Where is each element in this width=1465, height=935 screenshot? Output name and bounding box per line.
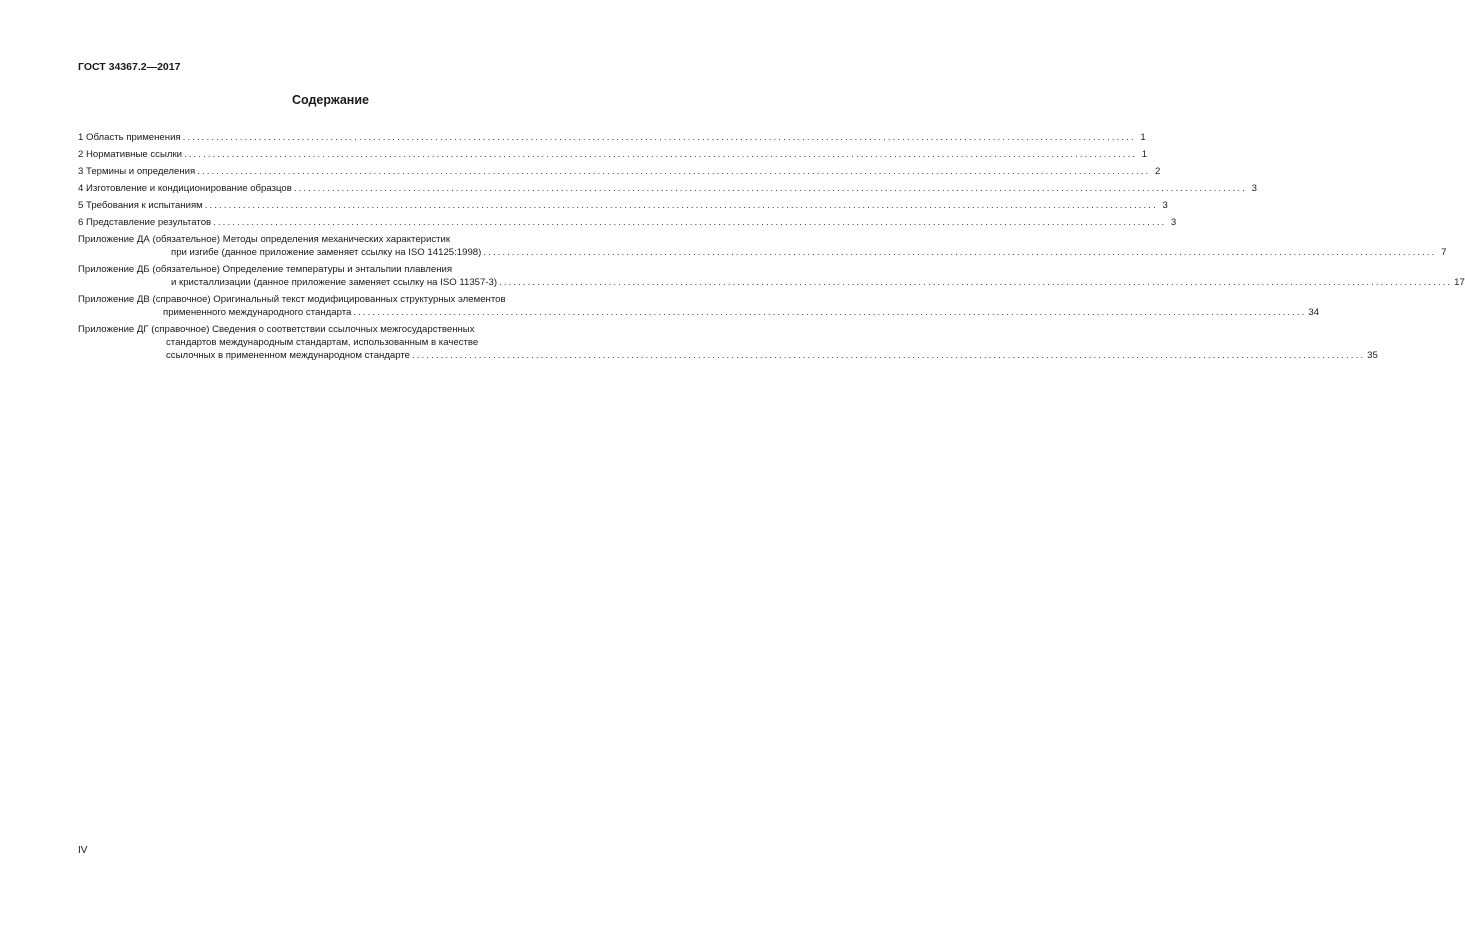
toc-entry-appendix-dv[interactable]	[78, 293, 1320, 319]
toc-leader-dots: ........................................................................................................................................................................................................	[499, 277, 1453, 288]
toc-entry-text: Приложение ДА (обязательное) Методы определения механических характеристик	[78, 234, 451, 245]
document-header: ГОСТ 34367.2—2017	[78, 61, 181, 73]
toc-leader-dots: ........................................................................................................................................................................................................	[182, 132, 1136, 143]
toc-page-number: 2	[1154, 166, 1161, 177]
toc-entry-text: 4 Изготовление и кондиционирование образцов	[78, 183, 292, 194]
toc-entry-specimens[interactable]	[78, 182, 1257, 195]
toc-entry-test-requirements[interactable]	[78, 199, 1168, 212]
toc-entry-text-continued: и кристаллизации (данное приложение заменяет ссылку на ISO 11357-3)	[171, 277, 498, 288]
toc-entry-text-continued: ссылочных в примененном международном стандарте	[166, 350, 411, 361]
toc-entry-text: 6 Представление результатов	[78, 217, 212, 228]
table-of-contents	[78, 131, 1465, 366]
toc-leader-dots: ........................................................................................................................................................................................................	[204, 200, 1158, 211]
toc-page-number: 3	[1162, 200, 1168, 211]
toc-entry-text: 2 Нормативные ссылки	[78, 149, 183, 160]
toc-page-number: 1	[1140, 132, 1146, 143]
toc-entry-terms[interactable]	[78, 165, 1161, 178]
page-number-roman: IV	[78, 845, 88, 856]
toc-leader-dots: ........................................................................................................................................................................................................	[412, 350, 1366, 361]
toc-leader-dots: ........................................................................................................................................................................................................	[353, 307, 1307, 318]
toc-entry-appendix-da[interactable]	[78, 233, 1447, 259]
toc-leader-dots: ........................................................................................................................................................................................................	[184, 149, 1138, 160]
toc-page-number: 7	[1441, 247, 1447, 258]
toc-leader-dots: ........................................................................................................................................................................................................	[293, 183, 1247, 194]
toc-entry-text: Приложение ДБ (обязательное) Определение температуры и энтальпии плавления	[78, 264, 453, 275]
toc-page-number: 3	[1251, 183, 1257, 194]
toc-leader-dots: ........................................................................................................................................................................................................	[197, 166, 1151, 177]
toc-entry-scope[interactable]	[78, 131, 1146, 144]
toc-page-number: 35	[1367, 350, 1378, 361]
toc-entry-text-continued: примененного международного стандарта	[163, 307, 352, 318]
toc-leader-dots: ........................................................................................................................................................................................................	[483, 247, 1437, 258]
toc-entry-text: Приложение ДВ (справочное) Оригинальный текст модифицированных структурных элементов	[78, 294, 506, 305]
toc-entry-text-continued: стандартов международным стандартам, использованным в качестве	[166, 337, 479, 348]
toc-page-number: 1	[1141, 149, 1148, 160]
toc-entry-text: 5 Требования к испытаниям	[78, 200, 203, 211]
toc-entry-text: Приложение ДГ (справочное) Сведения о соответствии ссылочных межгосударственных	[78, 324, 475, 335]
toc-entry-appendix-dg[interactable]	[78, 323, 1378, 362]
toc-entry-text-continued: при изгибе (данное приложение заменяет ссылку на ISO 14125:1998)	[171, 247, 482, 258]
toc-entry-appendix-db[interactable]	[78, 263, 1465, 289]
toc-page-number: 17	[1454, 277, 1465, 288]
toc-page-number: 3	[1170, 217, 1177, 228]
toc-entry-normative-references[interactable]	[78, 148, 1148, 161]
toc-entry-text: 1 Область применения	[78, 132, 181, 143]
toc-page-number: 34	[1308, 307, 1320, 318]
page-title: Содержание	[291, 93, 369, 107]
toc-entry-text: 3 Термины и определения	[78, 166, 196, 177]
toc-entry-results[interactable]	[78, 216, 1177, 229]
toc-leader-dots: ........................................................................................................................................................................................................	[213, 217, 1167, 228]
